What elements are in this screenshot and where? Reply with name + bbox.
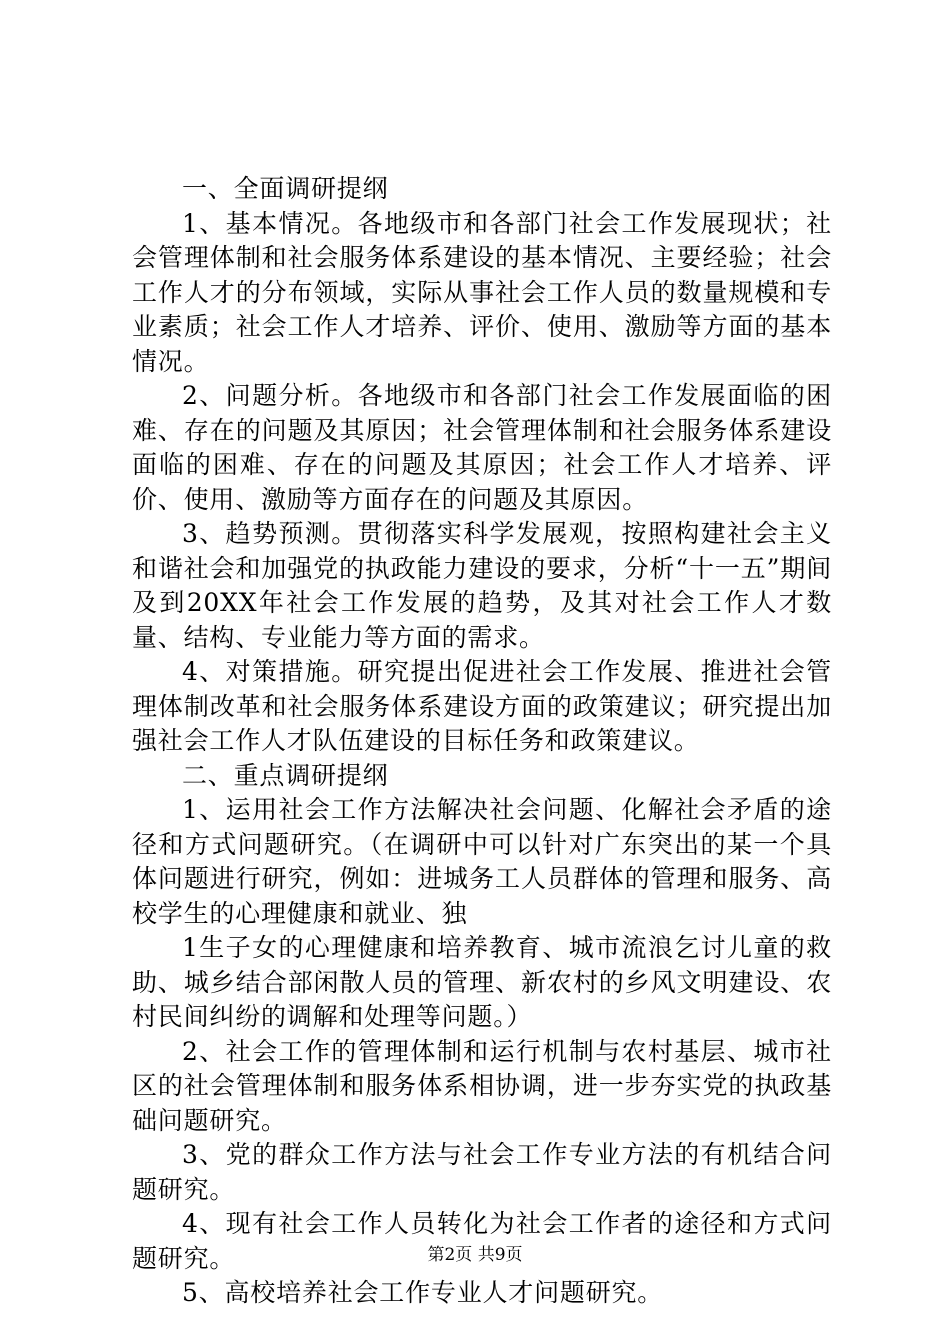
paragraph-basic-situation: 1、基本情况。各地级市和各部门社会工作发展现状；社会管理体制和社会服务体系建设的基本情况、主要经验；社会工作人才的分布领域，实际从事社会工作人员的数量规模和专业素质；社会工作人才培养、评价、使用、激励等方面的基本情况。 bbox=[132, 208, 832, 376]
paragraph-problem-analysis: 2、问题分析。各地级市和各部门社会工作发展面临的困难、存在的问题及其原因；社会管理体制和社会服务体系建设面临的困难、存在的问题及其原因；社会工作人才培养、评价、使用、激励等方面存在的问题及其原因。 bbox=[132, 381, 832, 514]
document-body bbox=[132, 172, 832, 1311]
paragraph-key-topic-4: 4、现有社会工作人员转化为社会工作者的途径和方式问题研究。 bbox=[132, 1209, 832, 1273]
section-heading-1: 一、全面调研提纲 bbox=[182, 174, 389, 203]
paragraph-key-topic-1: 1、运用社会工作方法解决社会问题、化解社会矛盾的途径和方式问题研究。（在调研中可以针对广东突出的某一个具体问题进行研究，例如：进城务工人员群体的管理和服务、高校学生的心理健康和就业、独 bbox=[132, 795, 832, 928]
paragraph-trend-forecast: 3、趋势预测。贯彻落实科学发展观，按照构建社会主义和谐社会和加强党的执政能力建设的要求，分析“十一五”期间及到20XX年社会工作发展的趋势，及其对社会工作人才数量、结构、专业能力等方面的需求。 bbox=[132, 519, 832, 652]
paragraph-key-topic-1-continued: 1生子女的心理健康和培养教育、城市流浪乞讨儿童的救助、城乡结合部闲散人员的管理、新农村的乡风文明建设、农村民间纠纷的调解和处理等问题。） bbox=[132, 933, 832, 1031]
paragraph-key-topic-3: 3、党的群众工作方法与社会工作专业方法的有机结合问题研究。 bbox=[132, 1140, 832, 1204]
page-footer bbox=[0, 1244, 950, 1266]
paragraph-countermeasures: 4、对策措施。研究提出促进社会工作发展、推进社会管理体制改革和社会服务体系建设方面的政策建议；研究提出加强社会工作人才队伍建设的目标任务和政策建议。 bbox=[132, 657, 832, 755]
section-heading-2: 二、重点调研提纲 bbox=[182, 760, 389, 790]
page-number-label: 第2页 共9页 bbox=[427, 1245, 523, 1265]
paragraph-key-topic-2: 2、社会工作的管理体制和运行机制与农村基层、城市社区的社会管理体制和服务体系相协调，进一步夯实党的执政基础问题研究。 bbox=[132, 1036, 832, 1135]
paragraph-key-topic-5: 5、高校培养社会工作专业人才问题研究。 bbox=[182, 1278, 664, 1307]
